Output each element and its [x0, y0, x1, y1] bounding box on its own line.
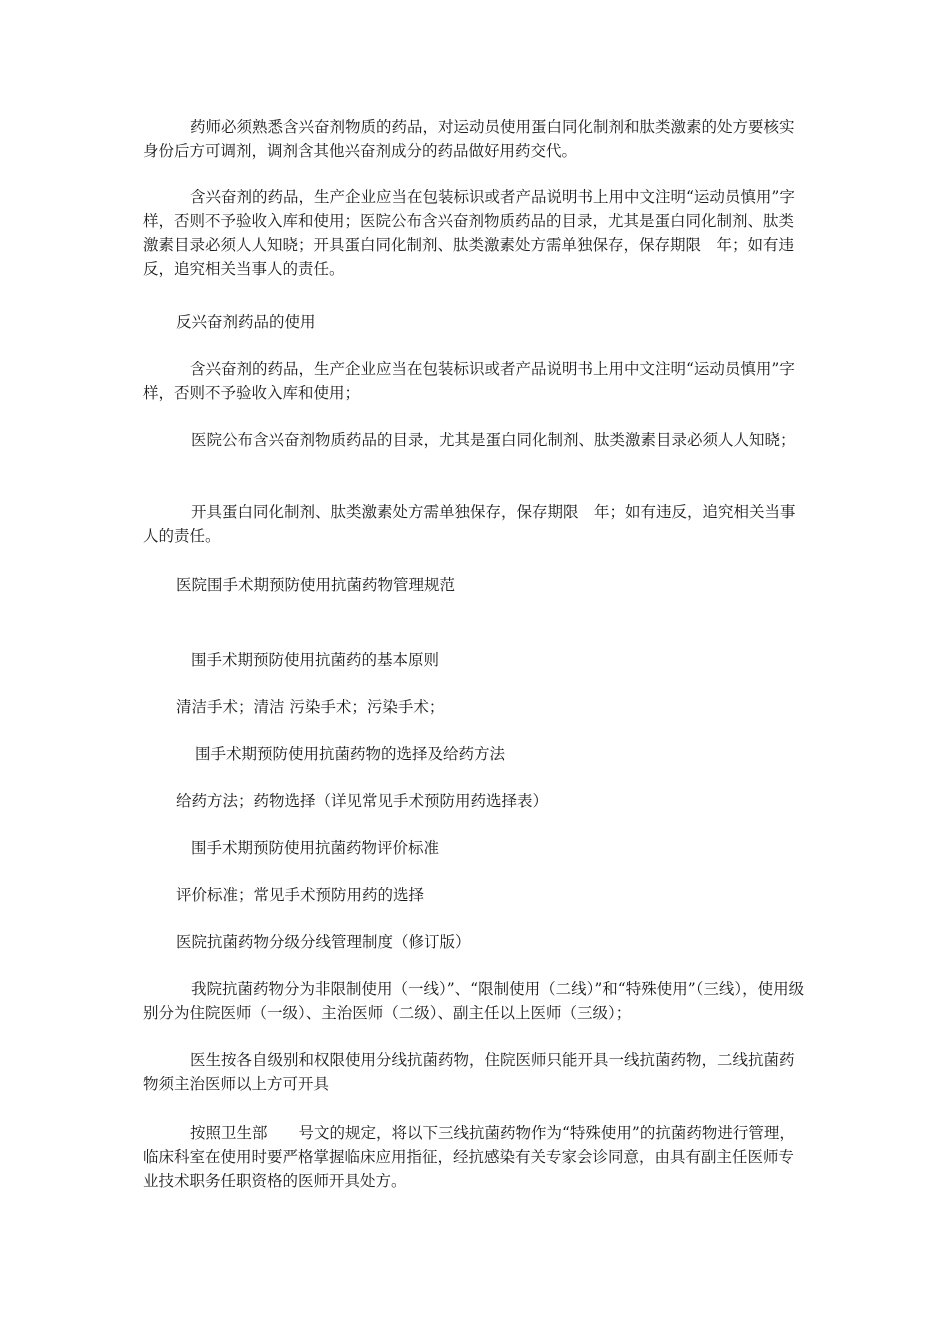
section-heading-classification: 医院抗菌药物分级分线管理制度（修订版） — [176, 933, 471, 951]
paragraph-doping-catalog: 医院公布含兴奋剂物质药品的目录，尤其是蛋白同化制剂、肽类激素目录必须人人知晓； — [191, 431, 796, 449]
paragraph-physician-levels: 医生按各自级别和权限使用分线抗菌药物，住院医师只能开具一线抗菌药物，二线抗菌药物须主治医师以上方可开具 — [143, 1051, 795, 1093]
paragraph-evaluation: 评价标准；常见手术预防用药的选择 — [176, 886, 425, 904]
paragraph-doping-packaging: 含兴奋剂的药品，生产企业应当在包装标识或者产品说明书上用中文注明“运动员慎用”字样，否则不予验收入库和使用； — [143, 360, 795, 402]
subheading-evaluation-standard: 围手术期预防使用抗菌药物评价标准 — [191, 839, 440, 857]
subheading-selection-method: 围手术期预防使用抗菌药物的选择及给药方法 — [195, 745, 506, 763]
paragraph-doping-pharmacist: 药师必须熟悉含兴奋剂物质的药品，对运动员使用蛋白同化制剂和肽类激素的处方要核实身份后方可调剂，调剂含其他兴奋剂成分的药品做好用药交代。 — [143, 118, 795, 160]
paragraph-antibiotic-tiers: 我院抗菌药物分为非限制使用（一线）”、“限制使用（二线）”和“特殊使用”（三线），使用级别分为住院医师（一级）、主治医师（二级）、副主任以上医师（三级）； — [143, 980, 805, 1022]
paragraph-surgery-types: 清洁手术；清洁 污染手术；污染手术； — [176, 698, 445, 716]
subheading-basic-principles: 围手术期预防使用抗菌药的基本原则 — [191, 651, 440, 669]
paragraph-doping-labeling: 含兴奋剂的药品，生产企业应当在包装标识或者产品说明书上用中文注明“运动员慎用”字样，否则不予验收入库和使用；医院公布含兴奋剂物质药品的目录，尤其是蛋白同化制剂、肽类激素目录必须人人知晓；开具蛋白同化制剂、肽类激素处方需单独保存，保存期限 年；如有违反，追究相关当事人的责任。 — [143, 188, 795, 278]
paragraph-special-use: 按照卫生部 号文的规定，将以下三线抗菌药物作为“特殊使用”的抗菌药物进行管理， 临床科室在使用时要严格掌握临床应用指征，经抗感染有关专家会诊同意，由具有副主任医师专业技术职务任职资格的医师开具处方。 — [143, 1124, 803, 1190]
paragraph-dosing-selection: 给药方法；药物选择（详见常见手术预防用药选择表） — [176, 792, 549, 810]
section-heading-perioperative: 医院围手术期预防使用抗菌药物管理规范 — [176, 576, 456, 594]
section-heading-anti-doping: 反兴奋剂药品的使用 — [176, 313, 316, 331]
paragraph-doping-prescription: 开具蛋白同化制剂、肽类激素处方需单独保存，保存期限 年；如有违反，追究相关当事人的责任。 — [143, 503, 796, 545]
